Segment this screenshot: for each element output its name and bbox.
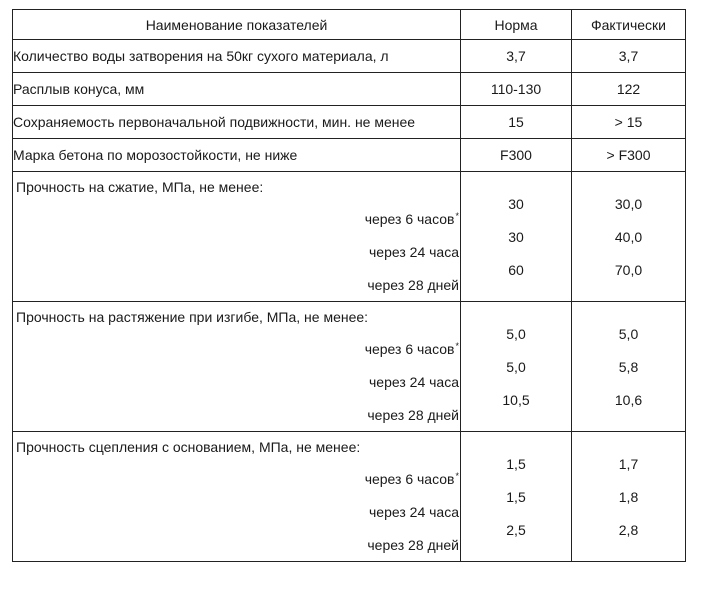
group-title: Прочность на растяжение при изгибе, МПа, не менее: bbox=[16, 309, 369, 325]
row-name: Сохраняемость первоначальной подвижности, мин. не менее bbox=[13, 106, 461, 139]
sub-label: через 28 дней bbox=[367, 536, 459, 553]
group-row-adhesion bbox=[13, 432, 686, 562]
row-norm: F300 bbox=[461, 139, 572, 172]
norm-value: 2,5 bbox=[506, 521, 526, 538]
row-actual: > F300 bbox=[572, 139, 686, 172]
sub-label: через 28 дней bbox=[367, 276, 459, 293]
norm-value: 60 bbox=[508, 261, 524, 278]
row-name: Расплыв конуса, мм bbox=[13, 73, 461, 106]
footnote-mark: * bbox=[455, 470, 459, 481]
group-norm-cell bbox=[461, 302, 572, 432]
footnote-mark: * bbox=[455, 340, 459, 351]
row-name: Марка бетона по морозостойкости, не ниже bbox=[13, 139, 461, 172]
group-actual-cell bbox=[572, 302, 686, 432]
row-actual: > 15 bbox=[572, 106, 686, 139]
group-name-cell bbox=[13, 432, 461, 562]
table-row bbox=[13, 40, 686, 73]
sub-label: через 6 часов * bbox=[364, 340, 459, 357]
row-name: Количество воды затворения на 50кг сухого материала, л bbox=[13, 40, 461, 73]
table-row bbox=[13, 139, 686, 172]
footnote-mark: * bbox=[455, 210, 459, 221]
actual-value: 1,7 bbox=[618, 455, 639, 472]
actual-value: 30,0 bbox=[614, 195, 643, 212]
norm-value: 30 bbox=[508, 228, 524, 245]
group-actual-cell bbox=[572, 172, 686, 302]
group-title: Прочность сцепления с основанием, МПа, не менее: bbox=[16, 439, 361, 455]
actual-value: 5,8 bbox=[618, 358, 639, 375]
table-row bbox=[13, 106, 686, 139]
actual-value: 5,0 bbox=[618, 325, 639, 342]
group-norm-cell bbox=[461, 172, 572, 302]
table-header-row bbox=[13, 10, 686, 40]
sub-label: через 24 часа bbox=[369, 243, 459, 260]
sub-label: через 24 часа bbox=[369, 373, 459, 390]
row-actual: 122 bbox=[572, 73, 686, 106]
norm-value: 10,5 bbox=[502, 391, 530, 408]
header-actual: Фактически bbox=[572, 10, 686, 40]
group-actual-cell bbox=[572, 432, 686, 562]
actual-value: 10,6 bbox=[614, 391, 643, 408]
group-row-compression bbox=[13, 172, 686, 302]
group-row-flexural bbox=[13, 302, 686, 432]
table-row bbox=[13, 73, 686, 106]
norm-value: 1,5 bbox=[506, 488, 526, 505]
actual-value: 2,8 bbox=[618, 521, 639, 538]
sub-label: через 24 часа bbox=[369, 503, 459, 520]
group-norm-cell bbox=[461, 432, 572, 562]
actual-value: 40,0 bbox=[614, 228, 643, 245]
norm-value: 30 bbox=[508, 195, 524, 212]
row-actual: 3,7 bbox=[572, 40, 686, 73]
specification-table bbox=[12, 9, 686, 562]
actual-value: 70,0 bbox=[614, 261, 643, 278]
group-title: Прочность на сжатие, МПа, не менее: bbox=[16, 179, 264, 195]
row-norm: 15 bbox=[461, 106, 572, 139]
norm-value: 1,5 bbox=[506, 455, 526, 472]
row-norm: 110-130 bbox=[461, 73, 572, 106]
group-name-cell bbox=[13, 172, 461, 302]
sub-label: через 28 дней bbox=[367, 406, 459, 423]
header-name: Наименование показателей bbox=[13, 10, 461, 40]
actual-value: 1,8 bbox=[618, 488, 639, 505]
row-norm: 3,7 bbox=[461, 40, 572, 73]
norm-value: 5,0 bbox=[506, 358, 526, 375]
header-norm: Норма bbox=[461, 10, 572, 40]
group-name-cell bbox=[13, 302, 461, 432]
sub-label: через 6 часов * bbox=[364, 470, 459, 487]
sub-label: через 6 часов * bbox=[364, 210, 459, 227]
norm-value: 5,0 bbox=[506, 325, 526, 342]
